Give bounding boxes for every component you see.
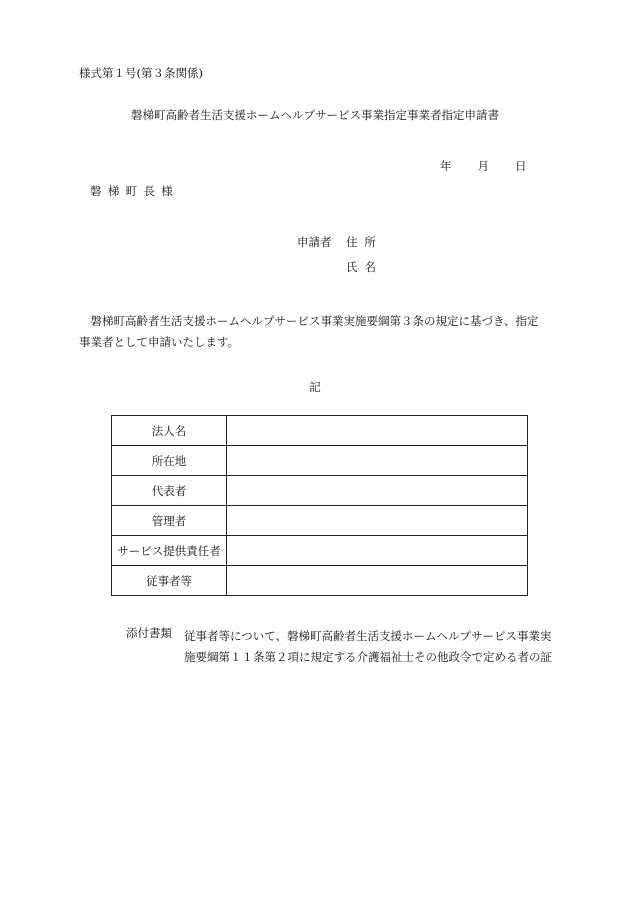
row-label: 従事者等 — [112, 566, 227, 596]
attachment-text: 従事者等について、磐梯町高齢者生活支援ホームヘルプサービス事業実施要綱第１１条第２項に規定する介護福祉士その他政令で定める者の証 — [184, 629, 552, 664]
table-row — [112, 566, 528, 596]
row-label: 所在地 — [112, 446, 227, 476]
ki-heading: 記 — [309, 380, 321, 394]
table-row — [112, 476, 528, 506]
row-value[interactable] — [227, 416, 528, 446]
row-label: 管理者 — [112, 506, 227, 536]
row-value[interactable] — [227, 476, 528, 506]
date-month-label: 月 — [477, 159, 489, 173]
row-value[interactable] — [227, 536, 528, 566]
name-label: 氏名 — [346, 260, 383, 274]
row-label: 法人名 — [112, 416, 227, 446]
body-text: 磐梯町高齢者生活支援ホームヘルプサービス事業実施要綱第３条の規定に基づき、指定事業者として申請いたします。 — [79, 314, 539, 349]
row-label: サービス提供責任者 — [112, 536, 227, 566]
row-label: 代表者 — [112, 476, 227, 506]
addressee: 磐梯町長様 — [90, 184, 180, 198]
table-row — [112, 446, 528, 476]
date-day-label: 日 — [515, 159, 527, 173]
address-label: 住所 — [346, 235, 383, 249]
page-title: 磐梯町高齢者生活支援ホームヘルプサービス事業指定事業者指定申請書 — [131, 108, 499, 122]
date-year-label: 年 — [440, 159, 452, 173]
date-line — [440, 161, 527, 173]
table-row — [112, 416, 528, 446]
table-row — [112, 506, 528, 536]
applicant-label: 申請者 — [297, 235, 332, 249]
form-number: 様式第１号(第３条関係) — [79, 66, 203, 80]
info-table — [111, 415, 528, 596]
row-value[interactable] — [227, 506, 528, 536]
attachment-label: 添付書類 — [126, 626, 172, 640]
row-value[interactable] — [227, 566, 528, 596]
table-row — [112, 536, 528, 566]
row-value[interactable] — [227, 446, 528, 476]
